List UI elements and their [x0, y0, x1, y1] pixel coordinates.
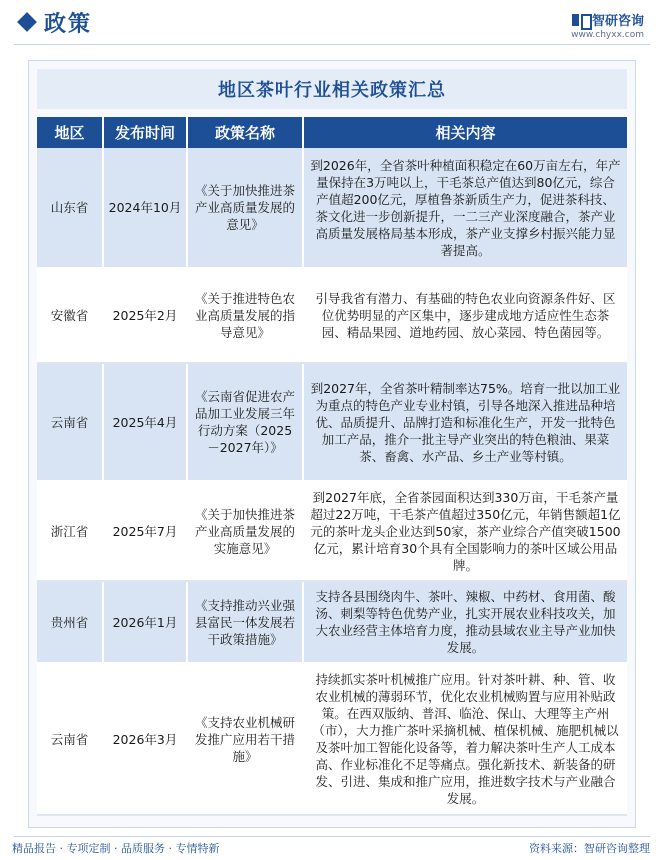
table-title-band — [37, 69, 627, 109]
table-row — [37, 663, 627, 815]
cell-policy-name: 《关于加快推进茶产业高质量发展的意见》 — [187, 148, 303, 268]
cell-region: 山东省 — [37, 148, 103, 268]
policy-table — [37, 117, 627, 816]
cell-region: 云南省 — [37, 363, 103, 481]
cell-policy-name: 《支持农业机械研发推广应用若干措施》 — [187, 663, 303, 815]
table-header-row — [37, 117, 627, 148]
table-row — [37, 581, 627, 663]
cell-policy-name: 《支持推动兴业强县富民一体发展若干政策措施》 — [187, 581, 303, 663]
cell-content: 到2026年，全省茶叶种植面积稳定在60万亩左右，年产量保持在3万吨以上，干毛茶总产值达到80亿元，综合产值超200亿元，厚植鲁茶新质生产力，促进茶科技、茶文化进一步创新提升，一二三产业深度融合，茶产业高质量发展格局基本形成，茶产业支撑乡村振兴能力显著提高。 — [303, 148, 627, 268]
cell-content: 持续抓实茶叶机械推广应用。针对茶叶耕、种、管、收农业机械的薄弱环节，优化农业机械购置与应用补贴政策。在西双版纳、普洱、临沧、保山、大理等主产州（市），大力推广茶叶采摘机械、植保机械、施肥机械以及茶叶加工智能化设备等，着力解决茶叶生产人工成本高、作业标准化不足等痛点。强化新技术、新装备的研发、引进、集成和推广应用，推进数字技术与产业融合发展。 — [303, 663, 627, 815]
section-title: 政策 — [44, 12, 93, 37]
cell-region: 云南省 — [37, 663, 103, 815]
cell-region: 浙江省 — [37, 481, 103, 581]
cell-content: 到2027年底，全省茶园面积达到330万亩，干毛茶产量超过22万吨，干毛茶产值超过350亿元，年销售额超1亿元的茶叶龙头企业达到50家，茶产业综合产值突破1500亿元，累计培育30个具有全国影响力的茶叶区域公用品牌。 — [303, 481, 627, 581]
table-row — [37, 148, 627, 268]
brand-logo-block — [571, 10, 644, 40]
table-row — [37, 268, 627, 363]
cell-content: 引导我省有潜力、有基础的特色农业向资源条件好、区位优势明显的产区集中，逐步建成地方适应性生态茶园、精品果园、道地药园、放心菜园、特色菌园等。 — [303, 268, 627, 363]
column-header-date: 发布时间 — [103, 117, 187, 148]
header-divider — [14, 44, 650, 45]
cell-date: 2026年1月 — [103, 581, 187, 663]
table-row — [37, 363, 627, 481]
cell-region: 安徽省 — [37, 268, 103, 363]
policy-table-panel — [28, 60, 636, 828]
table-title: 地区茶叶行业相关政策汇总 — [218, 80, 446, 101]
brand-logo-icon — [572, 12, 588, 28]
cell-content: 支持各县围绕肉牛、茶叶、辣椒、中药材、食用菌、酸汤、刺梨等特色优势产业，扎实开展农业科技攻关，加大农业经营主体培育力度，推动县域农业主导产业加快发展。 — [303, 581, 627, 663]
cell-region: 贵州省 — [37, 581, 103, 663]
footer-divider — [14, 836, 650, 837]
brand-url: www.chyxx.com — [571, 30, 644, 40]
cell-policy-name: 《关于推进特色农业高质量发展的指导意见》 — [187, 268, 303, 363]
cell-content: 到2027年，全省茶叶精制率达75%。培育一批以加工业为重点的特色产业专业村镇，引导各地深入推进品种培优、品质提升、品牌打造和标准化生产，开发一批特色加工产品，推介一批主导产业突出的特色粮油、果菜茶、畜禽、水产品、乡土产业等村镇。 — [303, 363, 627, 481]
cell-date: 2025年2月 — [103, 268, 187, 363]
column-header-region: 地区 — [37, 117, 103, 148]
column-header-content: 相关内容 — [303, 117, 627, 148]
page-header — [0, 0, 664, 46]
cell-policy-name: 《关于加快推进茶产业高质量发展的实施意见》 — [187, 481, 303, 581]
footer-slogan: 精品报告 · 专项定制 · 品质服务 · 专情特新 — [12, 842, 220, 855]
cell-date: 2025年7月 — [103, 481, 187, 581]
cell-date: 2025年4月 — [103, 363, 187, 481]
footer-source: 资料来源：智研咨询整理 — [529, 842, 650, 855]
column-header-policy-name: 政策名称 — [187, 117, 303, 148]
brand-name: 智研咨询 — [591, 14, 644, 29]
cell-date: 2024年10月 — [103, 148, 187, 268]
diamond-icon — [17, 12, 37, 32]
cell-date: 2026年3月 — [103, 663, 187, 815]
cell-policy-name: 《云南省促进农产品加工业发展三年行动方案（2025－2027年）》 — [187, 363, 303, 481]
table-row — [37, 481, 627, 581]
